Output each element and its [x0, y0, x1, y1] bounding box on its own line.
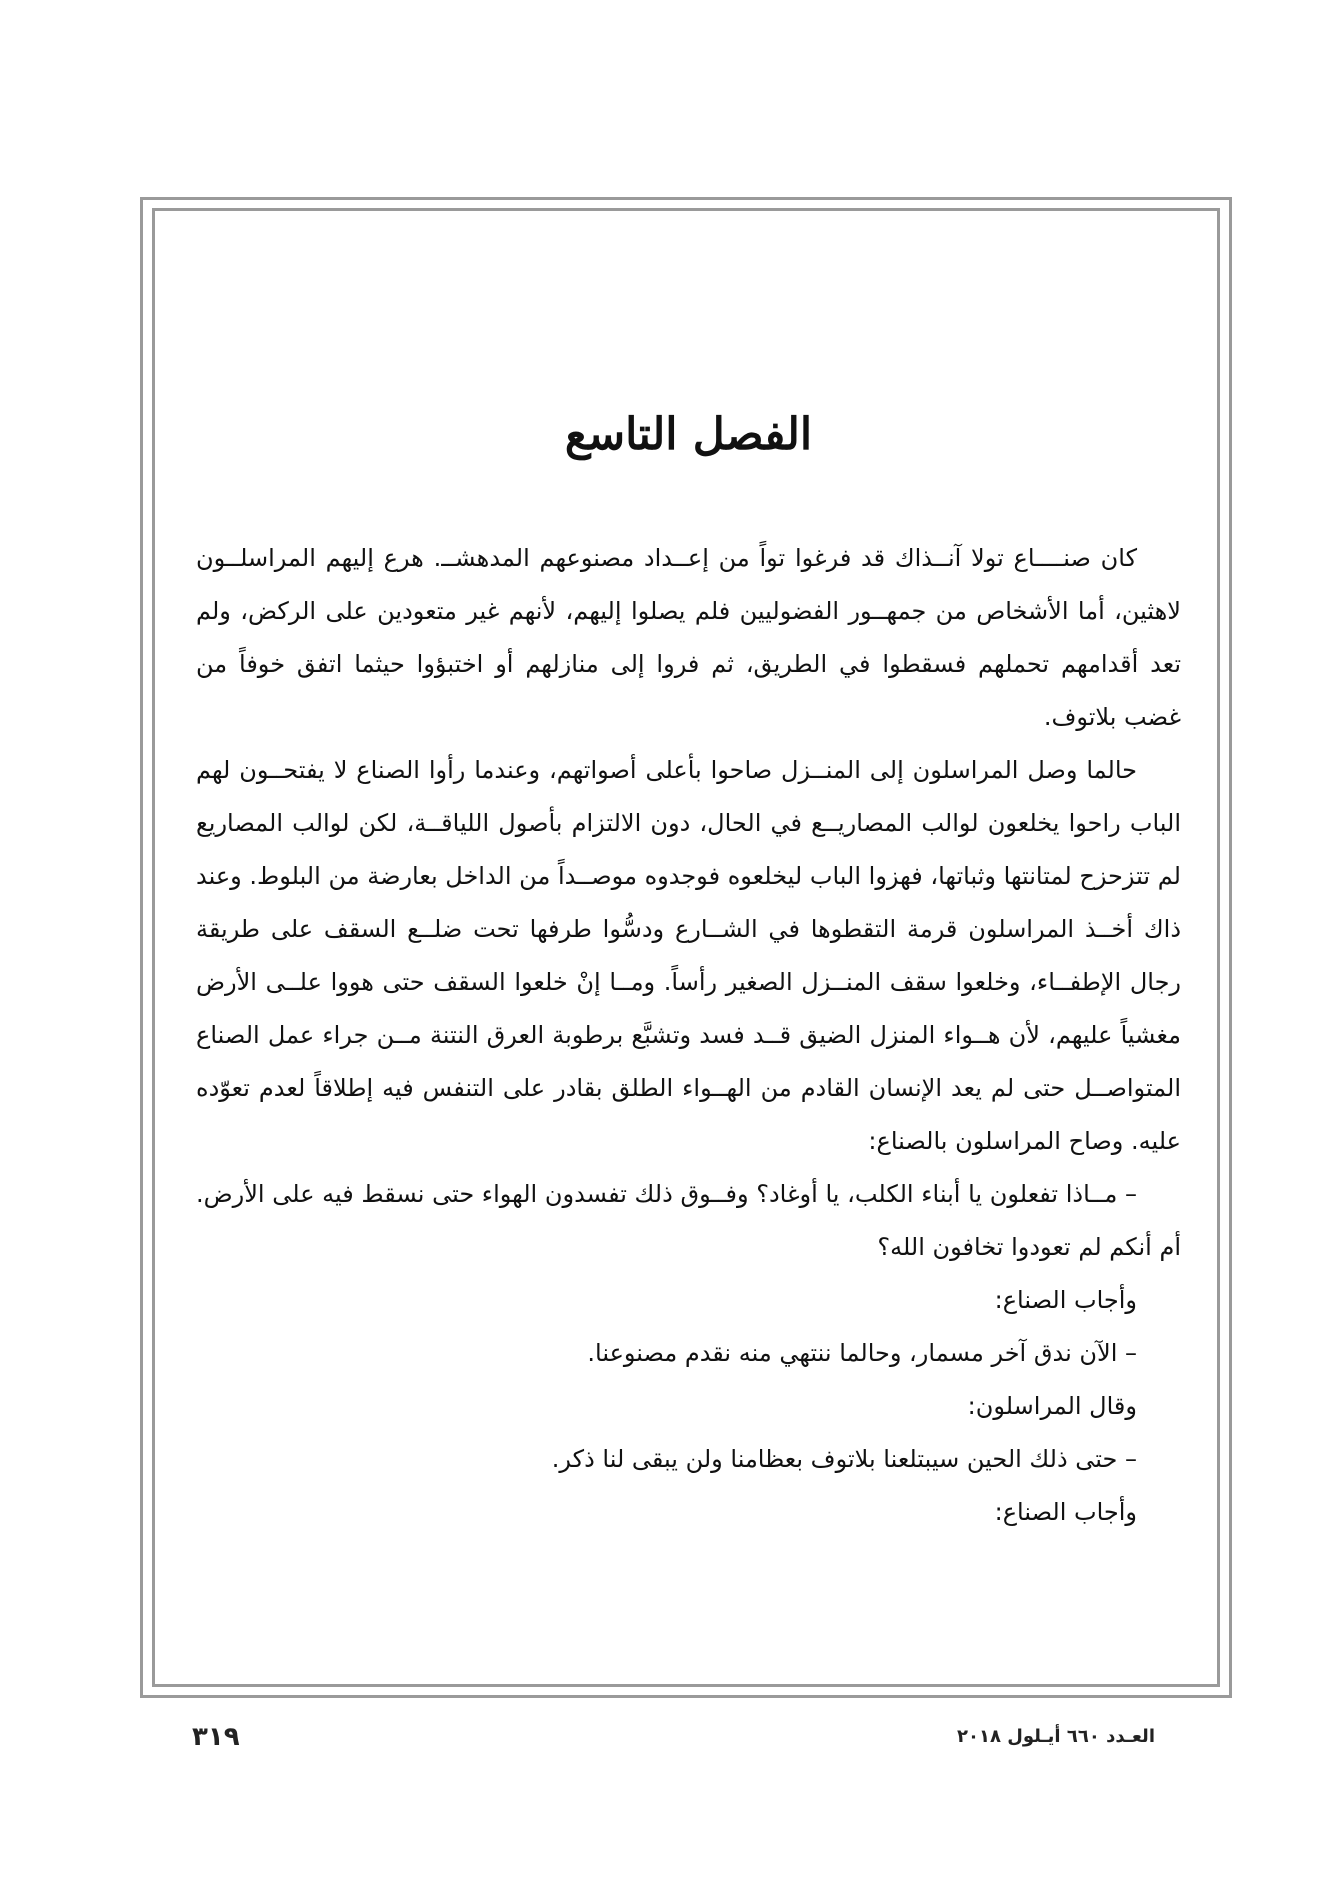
page-content	[196, 400, 1181, 1539]
dialogue-line-1: وأجاب الصناع:	[994, 1286, 1137, 1314]
paragraph-1: كان صنــــاع تولا آنــذاك قد فرغوا تواً من إعــداد مصنوعهم المدهشــ. هرع إليهم المراسلــون لاهثين، أما الأشخاص من جمهــور الفضوليين فلم يصلوا إليهم، لأنهم غير متعودين على الركض، ولم تعد أقدامهم تحملهم فسقطوا في الطريق، ثم فروا إلى منازلهم أو اختبؤوا حيثما اتفق خوفاً من غضب بلاتوف.	[196, 544, 1181, 731]
paragraph-2: حالما وصل المراسلون إلى المنــزل صاحوا بأعلى أصواتهم، وعندما رأوا الصناع لا يفتحــون لهم الباب راحوا يخلعون لوالب المصاريــع في الحال، دون الالتزام بأصول اللياقــة، لكن لوالب المصاريع لم تتزحزح لمتانتها وثباتها، فهزوا الباب ليخلعوه فوجدوه موصــداً من الداخل بعارضة من البلوط. وعند ذاك أخــذ المراسلون قرمة التقطوها في الشــارع ودسُّوا طرفها تحت ضلــع السقف على طريقة رجال الإطفــاء، وخلعوا سقف المنــزل الصغير رأساً. ومــا إنْ خلعوا السقف حتى هووا علــى الأرض مغشياً عليهم، لأن هــواء المنزل الضيق قــد فسد وتشبَّع برطوبة العرق النتنة مــن جراء عمل الصناع المتواصــل حتى لم يعد الإنسان القادم من الهــواء الطلق بقادر على التنفس فيه إطلاقاً لعدم تعوّده عليه. وصاح المراسلون بالصناع:	[196, 756, 1181, 1155]
issue-info: العـدد ٦٦٠ أيـلول ٢٠١٨	[957, 1726, 1155, 1747]
page-number: ٣١٩	[192, 1722, 240, 1752]
dialogue-line-4: – حتى ذلك الحين سيبتلعنا بلاتوف بعظامنا ولن يبقى لنا ذكر.	[551, 1445, 1137, 1473]
paragraph-3: – مــاذا تفعلون يا أبناء الكلب، يا أوغاد؟ وفــوق ذلك تفسدون الهواء حتى نسقط فيه على الأرض. أم أنكم لم تعودوا تخافون الله؟	[196, 1180, 1181, 1261]
chapter-body	[196, 532, 1181, 1539]
dialogue-line-2: – الآن ندق آخر مسمار، وحالما ننتهي منه نقدم مصنوعنا.	[587, 1339, 1137, 1367]
dialogue-line-3: وقال المراسلون:	[967, 1392, 1137, 1420]
dialogue-line-5: وأجاب الصناع:	[994, 1498, 1137, 1526]
chapter-title: الفصل التاسع	[564, 409, 813, 460]
